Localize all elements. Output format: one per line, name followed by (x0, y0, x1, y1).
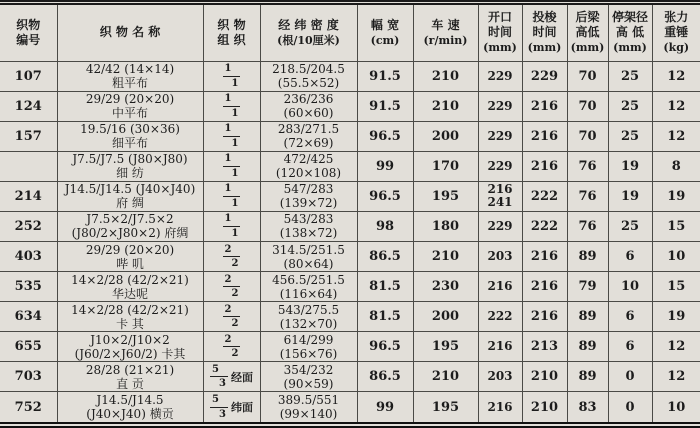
weave-fraction (223, 183, 241, 209)
column-header-stop-frame (608, 5, 652, 61)
shed-time-value: 229 (487, 158, 513, 173)
weave-fraction-wrap (205, 93, 259, 119)
cell-shed-time (478, 332, 522, 362)
table-row (0, 302, 700, 332)
cell-shed-time (478, 241, 522, 271)
cell-tension-weight: 12 (652, 61, 700, 91)
density-value: 389.5/551 (277, 393, 340, 408)
cell-stop-frame: 25 (608, 91, 652, 121)
shed-time-value: 216 (487, 182, 513, 197)
cell-speed: 180 (413, 211, 478, 241)
fabric-spec-text: J14.5/J14.5 (J40×J40) (64, 182, 196, 197)
density-counts: (132×70) (279, 316, 338, 331)
cell-width: 99 (357, 392, 413, 422)
cell-picking-time: 216 (522, 151, 567, 181)
weave-denominator: 1 (231, 107, 239, 119)
header-line: 织 物 名 称 (99, 25, 161, 40)
weave-fraction (223, 63, 241, 89)
header-line: (kg) (663, 41, 690, 55)
weave-denominator: 2 (231, 348, 239, 360)
cell-fabric-name (57, 181, 203, 211)
shed-time-value: 203 (487, 369, 513, 384)
cell-back-rest: 76 (567, 211, 608, 241)
cell-fabric-no: 655 (0, 332, 57, 362)
cell-speed: 210 (413, 362, 478, 392)
cell-shed-time (478, 392, 522, 422)
cell-tension-weight: 12 (652, 362, 700, 392)
weave-numerator: 2 (223, 304, 241, 318)
shed-time-value: 229 (487, 68, 513, 83)
fabric-name-text: 中平布 (111, 106, 148, 121)
weave-fraction-wrap (205, 183, 259, 209)
cell-shed-time (478, 302, 522, 332)
column-header-fabric-no (0, 5, 57, 61)
density-counts: (138×72) (279, 226, 338, 241)
shed-time-value: 229 (487, 218, 513, 233)
header-line: (根/10厘米) (277, 33, 340, 47)
cell-fabric-no: 634 (0, 302, 57, 332)
cell-speed: 195 (413, 332, 478, 362)
shed-time-value: 216 (487, 399, 513, 414)
cell-stop-frame: 25 (608, 61, 652, 91)
column-header-fabric-name (57, 5, 203, 61)
table-row (0, 181, 700, 211)
cell-back-rest: 76 (567, 151, 608, 181)
table-row (0, 272, 700, 302)
weave-fraction (210, 394, 228, 420)
column-header-shed-time (478, 5, 522, 61)
density-value: 543/283 (283, 212, 334, 227)
fabric-spec-text: 42/42 (14×14) (85, 62, 175, 77)
cell-width: 91.5 (357, 61, 413, 91)
header-line: 停架径 (611, 10, 648, 25)
fabric-spec-text: J10×2/J10×2 (90, 332, 170, 347)
cell-weave (203, 302, 260, 332)
cell-fabric-no: 124 (0, 91, 57, 121)
cell-tension-weight: 8 (652, 151, 700, 181)
fabric-name-text: (J80/2×J80×2) 府绸 (71, 226, 189, 241)
cell-stop-frame: 0 (608, 362, 652, 392)
cell-fabric-name (57, 302, 203, 332)
shed-time-value: 222 (487, 309, 513, 324)
cell-tension-weight: 19 (652, 302, 700, 332)
cell-density (260, 151, 357, 181)
density-value: 614/299 (283, 332, 334, 347)
column-header-back-rest (567, 5, 608, 61)
cell-weave (203, 91, 260, 121)
column-header-speed (413, 5, 478, 61)
cell-fabric-name (57, 121, 203, 151)
weave-fraction (223, 93, 241, 119)
header-row (0, 5, 700, 61)
cell-width: 98 (357, 211, 413, 241)
cell-tension-weight: 15 (652, 211, 700, 241)
weave-numerator: 2 (223, 334, 241, 348)
fabric-spec-text: J7.5×2/J7.5×2 (86, 212, 174, 227)
cell-fabric-name (57, 332, 203, 362)
weave-fraction (223, 153, 241, 179)
column-header-tension-weight (652, 5, 700, 61)
cell-tension-weight: 10 (652, 241, 700, 271)
header-line: 幅 宽 (370, 17, 400, 32)
cell-width: 86.5 (357, 241, 413, 271)
weave-numerator: 1 (223, 153, 241, 167)
cell-fabric-no: 703 (0, 362, 57, 392)
header-line: 时间 (487, 25, 512, 40)
fabric-name-text: (J60/2×J60/2) 卡其 (74, 346, 186, 361)
cell-fabric-name (57, 272, 203, 302)
fabric-name-text: 细平布 (111, 136, 148, 151)
cell-back-rest: 70 (567, 91, 608, 121)
density-value: 236/236 (283, 92, 334, 107)
cell-back-rest: 79 (567, 272, 608, 302)
table-row (0, 211, 700, 241)
cell-stop-frame: 6 (608, 332, 652, 362)
fabric-spec-text: 19.5/16 (30×36) (80, 122, 180, 137)
header-line: 织物 (16, 17, 41, 32)
cell-fabric-name (57, 151, 203, 181)
weave-numerator: 1 (223, 183, 241, 197)
weave-numerator: 2 (223, 244, 241, 258)
cell-picking-time: 216 (522, 121, 567, 151)
weave-denominator: 2 (231, 318, 239, 330)
weave-denominator: 3 (219, 378, 226, 390)
cell-density (260, 302, 357, 332)
weave-fraction-wrap (205, 123, 259, 149)
density-value: 314.5/251.5 (272, 242, 345, 257)
cell-shed-time (478, 272, 522, 302)
cell-fabric-no: 157 (0, 121, 57, 151)
weave-fraction (223, 213, 241, 239)
weave-denominator: 1 (231, 77, 239, 89)
cell-density (260, 61, 357, 91)
cell-stop-frame: 25 (608, 121, 652, 151)
header-line: 开口 (487, 10, 512, 25)
header-line: (mm) (483, 41, 517, 55)
weave-face-label: 经面 (230, 370, 253, 384)
header-line: 时间 (532, 25, 557, 40)
cell-width: 81.5 (357, 302, 413, 332)
density-counts: (90×59) (283, 376, 334, 391)
cell-density (260, 362, 357, 392)
header-line: 经 纬 密 度 (278, 17, 339, 32)
cell-width: 96.5 (357, 181, 413, 211)
fabric-spec-table (0, 5, 700, 422)
table-body (0, 61, 700, 422)
cell-weave (203, 151, 260, 181)
cell-weave (203, 392, 260, 422)
cell-picking-time: 222 (522, 211, 567, 241)
cell-speed: 230 (413, 272, 478, 302)
cell-picking-time: 229 (522, 61, 567, 91)
header-line: 车 速 (431, 17, 460, 32)
cell-weave (203, 181, 260, 211)
cell-width: 91.5 (357, 91, 413, 121)
density-counts: (120×108) (275, 166, 342, 181)
weave-fraction-wrap (205, 244, 259, 270)
cell-shed-time (478, 211, 522, 241)
table-row (0, 121, 700, 151)
density-value: 472/425 (283, 152, 334, 167)
header-line: 重锤 (664, 25, 689, 40)
cell-weave (203, 211, 260, 241)
cell-weave (203, 362, 260, 392)
density-counts: (72×69) (283, 136, 334, 151)
cell-width: 99 (357, 151, 413, 181)
cell-shed-time (478, 181, 522, 211)
cell-back-rest: 89 (567, 362, 608, 392)
cell-speed: 210 (413, 241, 478, 271)
cell-speed: 195 (413, 392, 478, 422)
weave-denominator: 1 (231, 227, 239, 239)
table-row (0, 241, 700, 271)
weave-denominator: 1 (231, 137, 239, 149)
cell-speed: 210 (413, 91, 478, 121)
cell-weave (203, 61, 260, 91)
cell-fabric-name (57, 61, 203, 91)
density-value: 354/232 (283, 362, 334, 377)
weave-fraction (223, 123, 241, 149)
fabric-spec-text: 28/28 (21×21) (85, 362, 175, 377)
fabric-spec-text: 29/29 (20×20) (85, 92, 175, 107)
weave-numerator: 5 (210, 394, 228, 408)
cell-fabric-no: 535 (0, 272, 57, 302)
table-row (0, 332, 700, 362)
cell-picking-time: 216 (522, 241, 567, 271)
cell-shed-time (478, 362, 522, 392)
cell-picking-time: 216 (522, 302, 567, 332)
table-row (0, 392, 700, 422)
fabric-spec-text: 14×2/28 (42/2×21) (71, 302, 189, 317)
cell-tension-weight: 10 (652, 392, 700, 422)
weave-fraction-wrap (205, 334, 259, 360)
cell-fabric-name (57, 91, 203, 121)
cell-speed: 195 (413, 181, 478, 211)
cell-density (260, 181, 357, 211)
weave-denominator: 3 (219, 408, 226, 420)
cell-speed: 170 (413, 151, 478, 181)
weave-fraction-wrap (205, 153, 259, 179)
cell-tension-weight: 12 (652, 332, 700, 362)
cell-density (260, 272, 357, 302)
weave-numerator: 1 (223, 93, 241, 107)
header-line: (r/min) (423, 33, 468, 47)
cell-tension-weight: 12 (652, 91, 700, 121)
weave-denominator: 1 (231, 167, 239, 179)
density-counts: (99×140) (279, 407, 338, 422)
weave-fraction-wrap (205, 394, 259, 420)
cell-stop-frame: 0 (608, 392, 652, 422)
cell-back-rest: 89 (567, 241, 608, 271)
fabric-name-text: 府 绸 (116, 196, 144, 211)
cell-shed-time (478, 151, 522, 181)
cell-back-rest: 89 (567, 302, 608, 332)
weave-fraction (223, 334, 241, 360)
cell-weave (203, 272, 260, 302)
header-line: 后梁 (575, 10, 600, 25)
header-line: (mm) (570, 41, 605, 55)
fabric-spec-text: J14.5/J14.5 (96, 393, 164, 408)
weave-denominator: 2 (231, 258, 239, 269)
weave-fraction (223, 244, 241, 270)
cell-fabric-no: 252 (0, 211, 57, 241)
cell-fabric-name (57, 362, 203, 392)
shed-time-value: 229 (487, 98, 513, 113)
cell-stop-frame: 6 (608, 241, 652, 271)
shed-time-value: 203 (487, 249, 513, 263)
density-value: 547/283 (283, 182, 334, 197)
table-row (0, 91, 700, 121)
shed-time-value: 216 (487, 339, 513, 354)
cell-width: 86.5 (357, 362, 413, 392)
cell-picking-time: 210 (522, 392, 567, 422)
column-header-density (260, 5, 357, 61)
fabric-name-text: (J40×J40) 横贡 (86, 407, 174, 422)
cell-fabric-no: 752 (0, 392, 57, 422)
weave-fraction-wrap (205, 364, 259, 390)
column-header-picking-time (522, 5, 567, 61)
fabric-name-text: 卡 其 (116, 316, 144, 331)
cell-weave (203, 241, 260, 271)
weave-numerator: 5 (210, 364, 228, 378)
density-value: 218.5/204.5 (272, 62, 345, 77)
fabric-spec-text: 29/29 (20×20) (85, 242, 175, 257)
weave-fraction-wrap (205, 213, 259, 239)
table-row (0, 151, 700, 181)
cell-speed: 200 (413, 121, 478, 151)
weave-denominator: 2 (231, 288, 239, 300)
cell-width: 96.5 (357, 121, 413, 151)
cell-density (260, 392, 357, 422)
cell-speed: 210 (413, 61, 478, 91)
density-counts: (139×72) (279, 196, 338, 211)
cell-fabric-no: 107 (0, 61, 57, 91)
cell-fabric-name (57, 392, 203, 422)
cell-tension-weight: 12 (652, 121, 700, 151)
weave-fraction (223, 274, 241, 300)
cell-back-rest: 83 (567, 392, 608, 422)
density-counts: (156×76) (279, 346, 338, 361)
weave-fraction-wrap (205, 304, 259, 330)
header-line: 张力 (664, 10, 689, 25)
cell-shed-time (478, 61, 522, 91)
weave-fraction (210, 364, 228, 390)
cell-fabric-no: 403 (0, 241, 57, 271)
header-line: 编号 (16, 32, 41, 47)
weave-fraction-wrap (205, 274, 259, 300)
fabric-name-text: 粗平布 (111, 76, 148, 91)
density-value: 456.5/251.5 (272, 272, 345, 287)
cell-stop-frame: 19 (608, 181, 652, 211)
cell-weave (203, 121, 260, 151)
cell-width: 81.5 (357, 272, 413, 302)
cell-picking-time: 216 (522, 272, 567, 302)
cell-shed-time (478, 91, 522, 121)
cell-back-rest: 70 (567, 61, 608, 91)
fabric-spec-text: 14×2/28 (42/2×21) (71, 272, 189, 287)
weave-numerator: 1 (223, 213, 241, 227)
weave-fraction (223, 304, 241, 330)
density-value: 283/271.5 (277, 122, 340, 137)
shed-time-value: 241 (487, 195, 513, 210)
shed-time-value: 229 (487, 128, 513, 143)
table-row (0, 61, 700, 91)
cell-weave (203, 332, 260, 362)
density-counts: (60×60) (283, 106, 334, 121)
cell-density (260, 332, 357, 362)
fabric-spec-text: J7.5/J7.5 (J80×J80) (72, 152, 188, 167)
cell-tension-weight: 15 (652, 272, 700, 302)
cell-shed-time (478, 121, 522, 151)
table-header (0, 5, 700, 61)
header-line: 高 低 (615, 25, 645, 40)
cell-tension-weight: 19 (652, 181, 700, 211)
cell-picking-time: 213 (522, 332, 567, 362)
fabric-name-text: 细 纺 (116, 166, 144, 181)
cell-stop-frame: 10 (608, 272, 652, 302)
density-counts: (55.5×52) (277, 76, 340, 91)
column-header-width (357, 5, 413, 61)
weave-face-label: 纬面 (230, 401, 253, 415)
density-counts: (80×64) (283, 256, 334, 271)
cell-fabric-no: 214 (0, 181, 57, 211)
cell-back-rest: 89 (567, 332, 608, 362)
cell-back-rest: 70 (567, 121, 608, 151)
header-line: (mm) (613, 41, 647, 55)
cell-density (260, 121, 357, 151)
cell-stop-frame: 19 (608, 151, 652, 181)
cell-stop-frame: 25 (608, 211, 652, 241)
cell-speed: 200 (413, 302, 478, 332)
weave-fraction-wrap (205, 63, 259, 89)
density-value: 543/275.5 (277, 302, 340, 317)
weave-denominator: 1 (231, 197, 239, 209)
density-counts: (116×64) (279, 286, 338, 301)
cell-picking-time: 210 (522, 362, 567, 392)
cell-picking-time: 216 (522, 91, 567, 121)
cell-density (260, 241, 357, 271)
header-line: 组 织 (217, 32, 246, 47)
table-row (0, 362, 700, 392)
weave-numerator: 2 (223, 274, 241, 288)
weave-numerator: 1 (223, 123, 241, 137)
cell-width: 96.5 (357, 332, 413, 362)
cell-fabric-name (57, 241, 203, 271)
header-line: (mm) (527, 41, 562, 55)
fabric-name-text: 直 贡 (116, 376, 144, 391)
header-line: 投梭 (532, 10, 557, 25)
cell-picking-time: 222 (522, 181, 567, 211)
cell-fabric-name (57, 211, 203, 241)
cell-fabric-no (0, 151, 57, 181)
header-line: 高低 (575, 25, 600, 40)
weave-numerator: 1 (223, 63, 241, 77)
column-header-weave (203, 5, 260, 61)
cell-density (260, 91, 357, 121)
fabric-name-text: 哔 叽 (116, 256, 144, 271)
fabric-name-text: 华达呢 (111, 286, 148, 301)
header-line: (cm) (370, 33, 400, 47)
header-line: 织 物 (217, 17, 246, 32)
cell-density (260, 211, 357, 241)
shed-time-value: 216 (487, 279, 513, 294)
cell-stop-frame: 6 (608, 302, 652, 332)
cell-back-rest: 76 (567, 181, 608, 211)
